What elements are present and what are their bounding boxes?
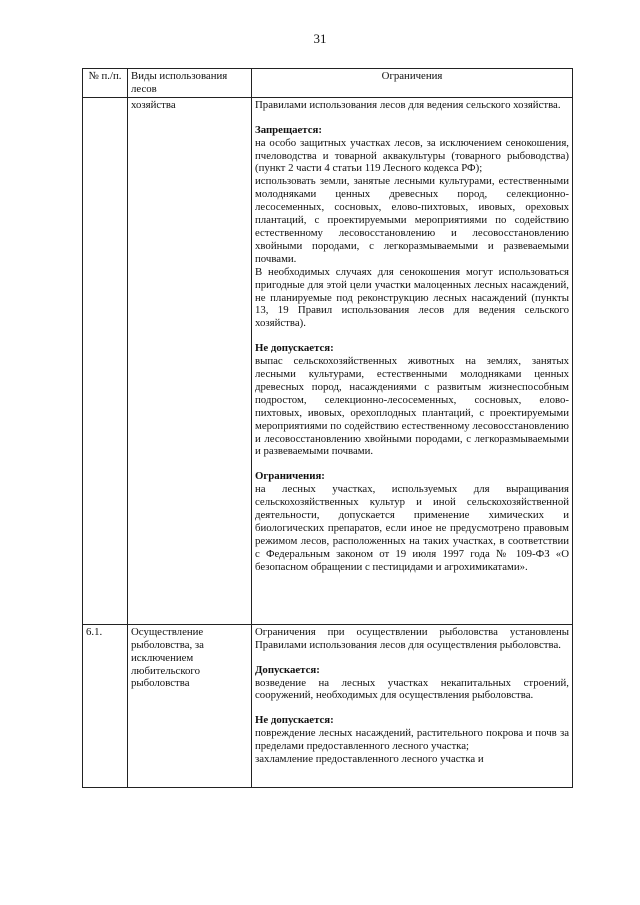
table-row [83, 97, 573, 624]
row-forest-use: хозяйства [128, 97, 252, 624]
restriction-intro: Правилами использования лесов для ведения сельского хозяйства. [255, 98, 561, 111]
restriction-paragraph: В необходимых случаях для сенокошения могут использоваться пригодные для этой цели участки малоценных лесных насаждений, не планируемые под реконструкцию лесных насаждений (пункты 13, 19 Правил использования лесов для ведения сельского хозяйства). [255, 265, 569, 330]
restriction-paragraph: повреждение лесных насаждений, растительного покрова и почв за пределами предоставленного лесного участка; [255, 727, 569, 753]
restriction-paragraph: возведение на лесных участках некапитальных строений, сооружений, необходимых для осуществления рыболовства. [255, 676, 569, 702]
header-restrictions: Ограничения [252, 69, 573, 98]
table-header-row [83, 69, 573, 98]
page-number: 31 [313, 31, 327, 46]
section-heading: Не допускается: [255, 714, 334, 727]
restriction-intro: Ограничения при осуществлении рыболовства установлены Правилами использования лесов для осуществления рыболовства. [255, 625, 569, 651]
restriction-paragraph: на лесных участках, используемых для выращивания сельскохозяйственных культур и иной сельскохозяйственной деятельности, допускается применение химических и биологических препаратов, если иное не предусмотрено правовым режимом лесов, расположенных на таких участках, в соответствии с Федеральным законом от 19 июля 1997 года № 109-ФЗ «О безопасном обращении с пестицидами и агрохимикатами». [255, 483, 569, 573]
row-number: 6.1. [83, 624, 128, 787]
restriction-paragraph: выпас сельскохозяйственных животных на землях, занятых лесными культурами, естественными молодняками ценных древесных пород, насаждениями с развитым жизнеспособным подростом, селекционно-лесосеменных, сосновых, елово-пихтовых, ивовых, орехоплодных плантаций, с проектируемыми мероприятиями по содействию естественному лесовосстановлению и лесовосстановлению хвойными породами, с легкоразмываемыми и развеваемыми почвами. [255, 355, 569, 458]
header-number: № п./п. [83, 69, 128, 98]
row-restrictions [252, 624, 573, 787]
section-heading: Допускается: [255, 663, 320, 676]
header-forest-use: Виды использования лесов [128, 69, 252, 98]
restriction-paragraph: на особо защитных участках лесов, за исключением сенокошения, пчеловодства и товарной аквакультуры (товарного рыбоводства) (пункт 2 части 4 статьи 119 Лесного кодекса РФ); [255, 136, 569, 175]
section-heading: Запрещается: [255, 123, 322, 136]
restriction-paragraph: использовать земли, занятые лесными культурами, естественными молодняками ценных древесных пород, селекционно-лесосеменных, сосновых, елово-пихтовых, ивовых, ореховых плантаций, с проектируемыми мероприятиями по содействию естественному лесовосстановлению и лесовосстановлению хвойными породами, с легкоразмываемыми и развеваемыми почвами. [255, 175, 569, 265]
restriction-paragraph: захламление предоставленного лесного участка и [255, 753, 484, 766]
row-restrictions [252, 97, 573, 624]
section-heading: Не допускается: [255, 342, 334, 355]
table-row [83, 624, 573, 787]
restrictions-table [82, 68, 573, 788]
row-number [83, 97, 128, 624]
row-forest-use: Осуществление рыболовства, за исключением любительского рыболовства [128, 624, 252, 787]
section-heading: Ограничения: [255, 470, 325, 483]
